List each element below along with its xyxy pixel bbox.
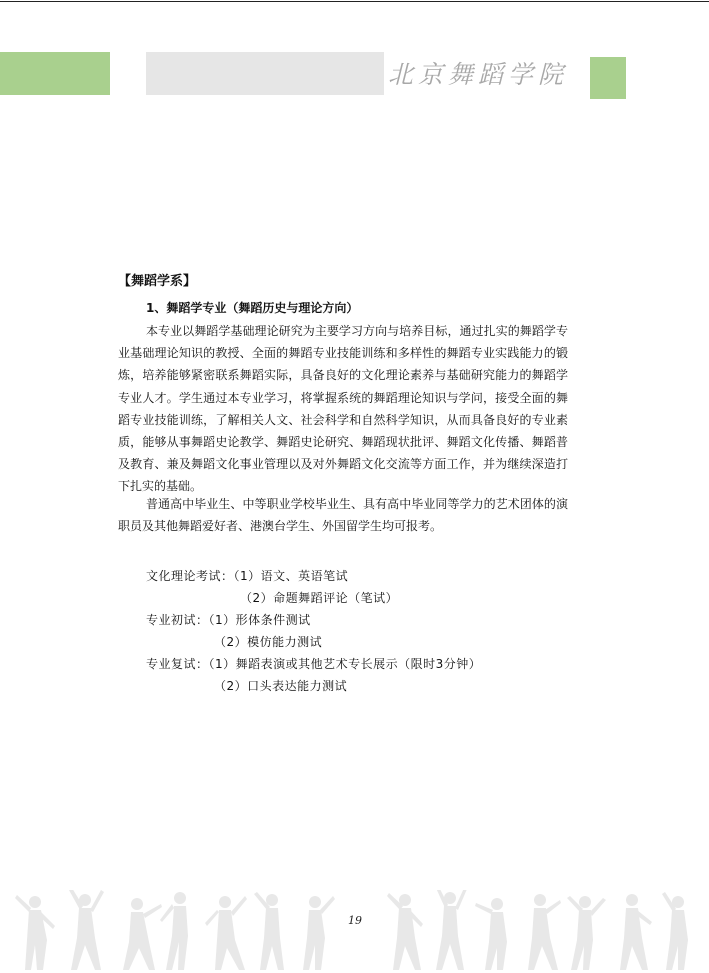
exam-culture-theory: 文化理论考试：（1）语文、英语笔试	[146, 569, 349, 583]
dancer-silhouettes-icon	[15, 890, 688, 970]
exam-culture-theory-2: （2）命题舞蹈评论（笔试）	[240, 591, 399, 605]
header-gray-band	[146, 52, 384, 95]
header-green-block-left	[0, 52, 110, 95]
major-title: 1、舞蹈学专业（舞蹈历史与理论方向）	[146, 301, 359, 315]
major-description-paragraph: 本专业以舞蹈学基础理论研究为主要学习方向与培养目标，通过扎实的舞蹈学专业基础理论知识的教授、全面的舞蹈专业技能训练和多样性的舞蹈专业实践能力的锻炼，培养能够紧密联系舞蹈实际，具备良好的文化理论素养与基础研究能力的舞蹈学专业人才。学生通过本专业学习，将掌握系统的舞蹈理论知识与学问，接受全面的舞蹈专业技能训练，了解相关人文、社会科学和自然科学知识，从而具备良好的专业素质，能够从事舞蹈史论教学、舞蹈史论研究、舞蹈现状批评、舞蹈文化传播、舞蹈普及教育、兼及舞蹈文化事业管理以及对外舞蹈文化交流等方面工作，并为继续深造打下扎实的基础。	[118, 324, 568, 494]
exam-second: 专业复试：（1）舞蹈表演或其他艺术专长展示（限时3分钟）	[146, 657, 482, 671]
exam-initial-2: （2）模仿能力测试	[214, 635, 323, 649]
header-green-block-right	[590, 57, 626, 99]
top-rule	[0, 1, 709, 2]
exam-second-2: （2）口头表达能力测试	[214, 679, 348, 693]
exam-initial: 专业初试：（1）形体条件测试	[146, 613, 311, 627]
dancer-silhouettes-decoration	[0, 890, 709, 973]
page-number: 19	[348, 914, 362, 927]
school-logo-text: 北京舞蹈学院	[388, 60, 569, 89]
department-title: 【舞蹈学系】	[118, 274, 197, 289]
eligibility-paragraph: 普通高中毕业生、中等职业学校毕业生、具有高中毕业同等学力的艺术团体的演职员及其他舞蹈爱好者、港澳台学生、外国留学生均可报考。	[118, 497, 568, 534]
